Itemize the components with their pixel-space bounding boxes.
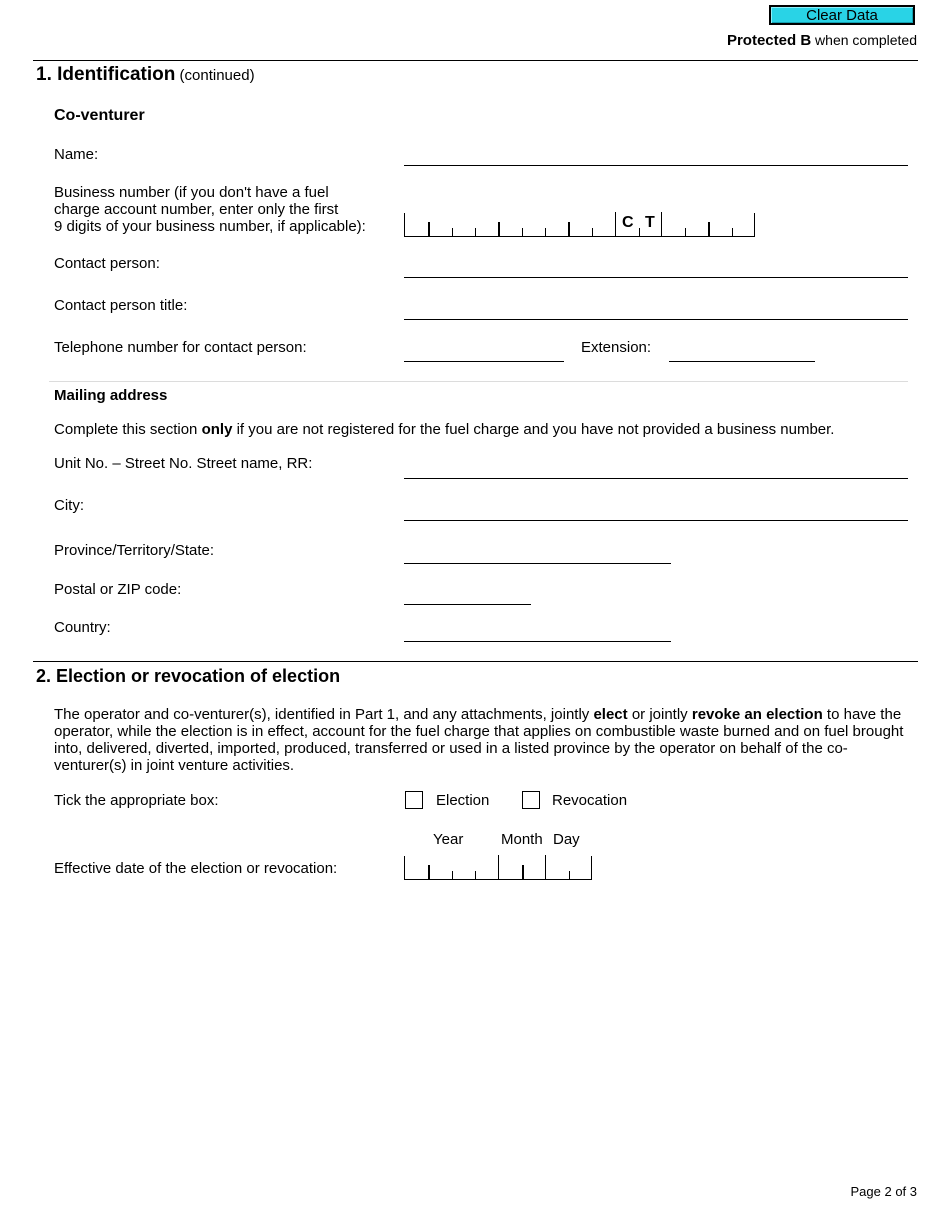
section2-divider [33, 661, 918, 662]
mailing-instruction-post: if you are not registered for the fuel charge and you have not provided a business number. [232, 421, 835, 438]
mailing-instruction [54, 421, 834, 438]
name-label: Name: [54, 146, 99, 163]
bn-label [54, 184, 366, 235]
comb-tick [452, 228, 453, 236]
mailing-instruction-pre: Complete this section [54, 421, 202, 438]
mailing-heading: Mailing address [54, 387, 168, 404]
country-label: Country: [54, 619, 111, 636]
comb-tick [592, 228, 593, 236]
clear-data-button[interactable]: Clear Data [769, 5, 915, 25]
province-input[interactable] [404, 543, 671, 564]
comb-tick [428, 222, 430, 236]
comb-tick [428, 865, 430, 879]
tick-label: Tick the appropriate box: [54, 792, 219, 809]
city-label: City: [54, 497, 84, 514]
section1-continued: (continued) [175, 67, 255, 84]
comb-tick [569, 871, 570, 879]
mailing-divider [49, 381, 908, 382]
business-number-field[interactable] [404, 213, 755, 237]
para-bold-elect: elect [593, 706, 628, 723]
para-part1: The operator and co-venturer(s), identified in Part 1, and any attachments, jointly [54, 706, 594, 723]
extension-input[interactable] [669, 341, 815, 362]
election-label: Election [436, 792, 490, 809]
section1-title [36, 64, 255, 86]
revocation-label: Revocation [552, 792, 628, 809]
protected-b-bold: Protected B [726, 32, 812, 49]
bn-letter-t: T [645, 214, 655, 231]
extension-label: Extension: [581, 339, 652, 356]
para-part2: or jointly [627, 706, 692, 723]
comb-tick [522, 865, 524, 879]
election-paragraph [54, 706, 910, 774]
comb-tick [708, 222, 710, 236]
comb-tick [685, 228, 686, 236]
protected-b-notice [727, 32, 917, 49]
city-input[interactable] [404, 500, 908, 521]
contact-person-input[interactable] [404, 257, 908, 278]
bn-letter-c: C [622, 214, 634, 231]
comb-tick [498, 222, 500, 236]
contact-title-input[interactable] [404, 299, 908, 320]
postal-label: Postal or ZIP code: [54, 581, 182, 598]
para-part3: to have the operator, while the election is in effect, account for the fuel charge that applies on combustible waste burned and on fuel brought into, delivered, diverted, imported, produced, transferred or used in a listed province by the operator on behalf of the co-venturer(s) in joint venture activities. [54, 706, 904, 774]
effective-date-label: Effective date of the election or revocation: [54, 860, 338, 877]
para-bold-revoke: revoke an election [691, 706, 823, 723]
section2-title: 2. Election or revocation of election [36, 666, 341, 686]
street-input[interactable] [404, 458, 908, 479]
bn-label-line2: charge account number, enter only the first [54, 201, 339, 218]
section1-divider [33, 60, 918, 61]
section1-title-text: 1. Identification [36, 64, 176, 85]
comb-tick [732, 228, 733, 236]
effective-date-field[interactable] [404, 856, 592, 880]
coventurer-heading: Co-venturer [54, 107, 145, 124]
protected-b-rest: when completed [811, 32, 917, 48]
comb-divider [498, 855, 499, 879]
postal-input[interactable] [404, 584, 531, 605]
comb-divider [661, 212, 662, 236]
bn-label-line1: Business number (if you don't have a fuel [54, 184, 329, 201]
comb-tick [639, 228, 640, 236]
bn-label-line3: 9 digits of your business number, if applicable): [54, 218, 366, 235]
comb-divider [615, 212, 616, 236]
comb-tick [452, 871, 453, 879]
page-number: Page 2 of 3 [850, 1184, 917, 1199]
revocation-checkbox[interactable] [522, 791, 540, 809]
comb-divider [545, 855, 546, 879]
day-label: Day [553, 831, 580, 848]
election-checkbox[interactable] [405, 791, 423, 809]
comb-tick [545, 228, 546, 236]
mailing-instruction-bold: only [201, 421, 233, 438]
year-label: Year [433, 831, 464, 848]
telephone-input[interactable] [404, 341, 564, 362]
contact-title-label: Contact person title: [54, 297, 188, 314]
province-label: Province/Territory/State: [54, 542, 215, 559]
telephone-label: Telephone number for contact person: [54, 339, 307, 356]
contact-person-label: Contact person: [54, 255, 160, 272]
comb-tick [568, 222, 570, 236]
month-label: Month [501, 831, 543, 848]
comb-tick [475, 871, 476, 879]
comb-tick [475, 228, 476, 236]
comb-tick [522, 228, 523, 236]
street-label: Unit No. – Street No. Street name, RR: [54, 455, 313, 472]
country-input[interactable] [404, 621, 671, 642]
name-input[interactable] [404, 145, 908, 166]
